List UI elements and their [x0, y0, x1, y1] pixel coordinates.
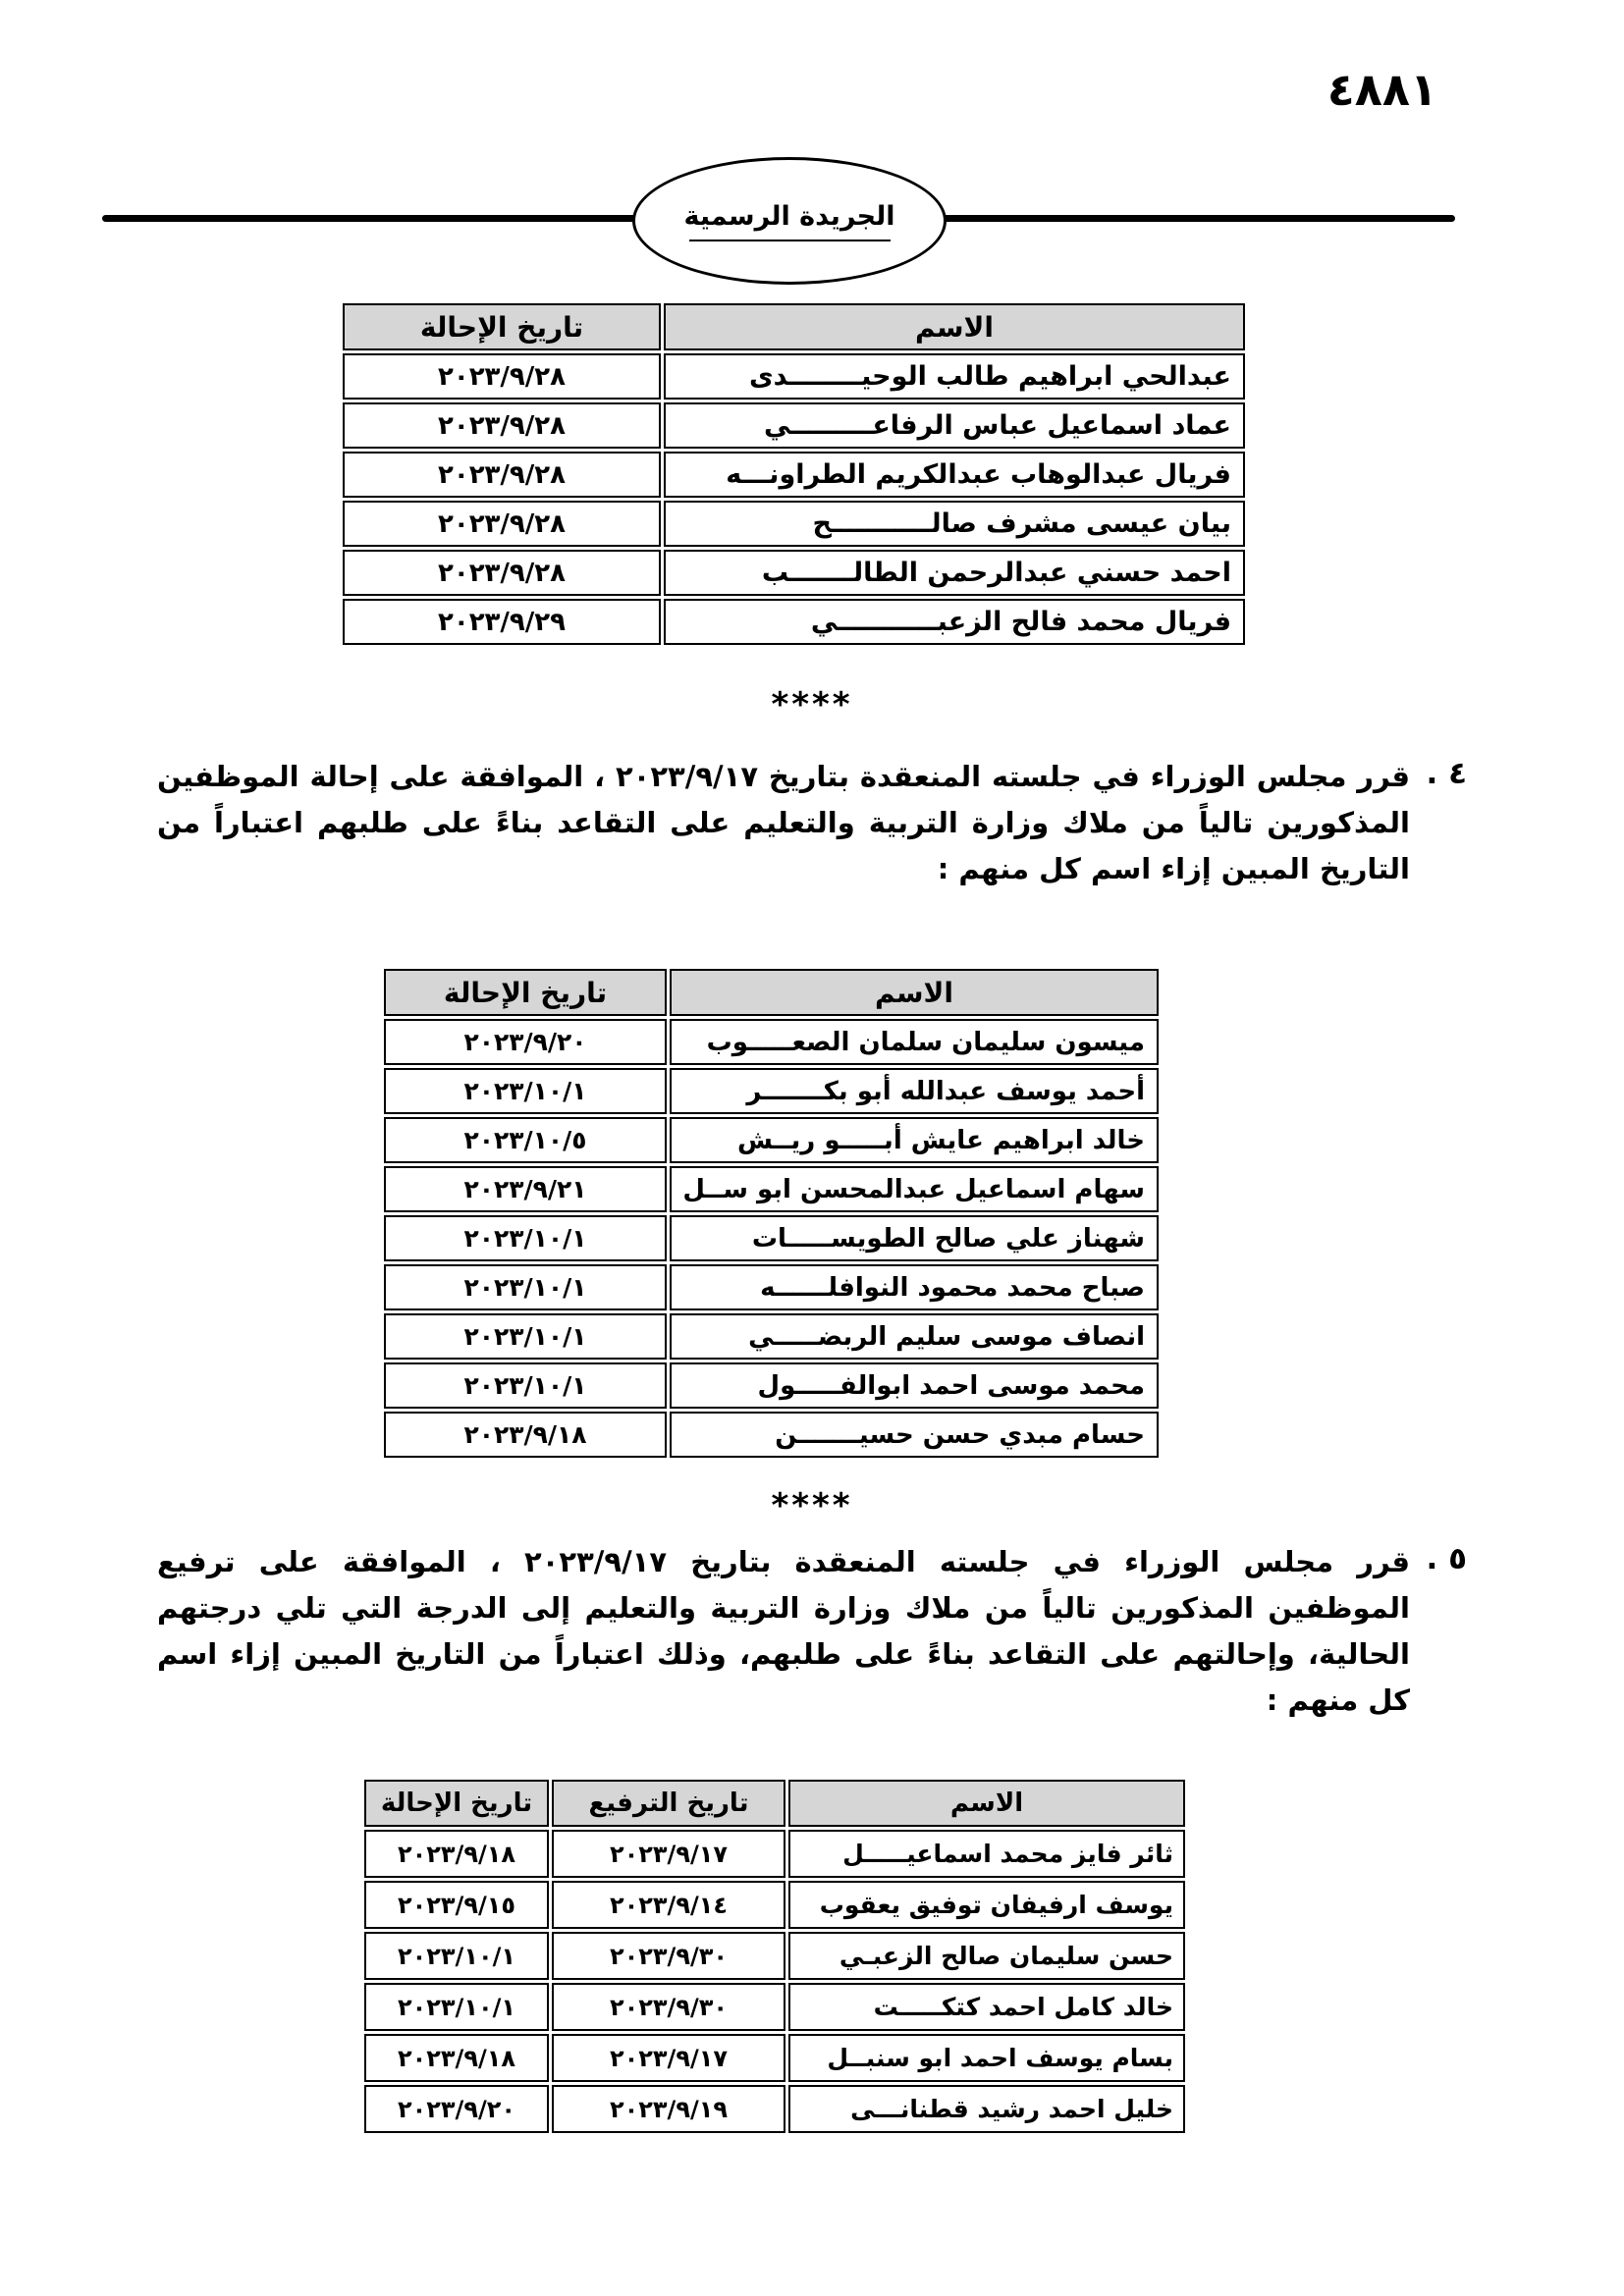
promotion-date: ٢٠٢٣/٩/٣٠: [552, 1932, 785, 1980]
item-number: ٤ .: [1426, 756, 1467, 791]
employee-name: سهام اسماعيل عبدالمحسن ابو ســل: [670, 1166, 1159, 1212]
employee-name: محمد موسى احمد ابوالفـــــول: [670, 1362, 1159, 1409]
referral-date: ٢٠٢٣/١٠/١: [384, 1313, 667, 1360]
table-header-row: [364, 1780, 1185, 1827]
referral-date-column-header: تاريخ الإحالة: [384, 969, 667, 1016]
page-number: ٤٨٨١: [1326, 63, 1437, 116]
referral-table-continued: [340, 300, 1248, 648]
table-header-row: [384, 969, 1159, 1016]
table-row: [384, 1362, 1159, 1409]
employee-name: فريال عبدالوهاب عبدالكريم الطراونـــه: [664, 452, 1245, 498]
referral-date: ٢٠٢٣/١٠/١: [384, 1264, 667, 1310]
employee-name: شهناز علي صالح الطويســـــات: [670, 1215, 1159, 1261]
referral-date: ٢٠٢٣/٩/٢٨: [343, 353, 661, 400]
table-row: [343, 402, 1245, 449]
promotion-date: ٢٠٢٣/٩/١٧: [552, 1830, 785, 1878]
employee-name: انصاف موسى سليم الربضـــــي: [670, 1313, 1159, 1360]
referral-date: ٢٠٢٣/٩/١٥: [364, 1881, 549, 1929]
table-row: [384, 1019, 1159, 1065]
promotion-date: ٢٠٢٣/٩/١٩: [552, 2085, 785, 2133]
employee-name: صباح محمد محمود النوافلــــــه: [670, 1264, 1159, 1310]
table-row: [364, 1932, 1185, 1980]
referral-date: ٢٠٢٣/٩/٢١: [384, 1166, 667, 1212]
employee-name: بيان عيسى مشرف صالـــــــــــح: [664, 501, 1245, 547]
employee-name: حسام مبدي حسن حسيـــــــن: [670, 1412, 1159, 1458]
table-row: [364, 2034, 1185, 2082]
table-row: [364, 2085, 1185, 2133]
referral-date-column-header: تاريخ الإحالة: [343, 303, 661, 350]
employee-name: احمد حسني عبدالرحمن الطالـــــــب: [664, 550, 1245, 596]
table-row: [384, 1313, 1159, 1360]
table-row: [343, 353, 1245, 400]
referral-date-column-header: تاريخ الإحالة: [364, 1780, 549, 1827]
table-row: [364, 1881, 1185, 1929]
masthead-title: الجريدة الرسمية: [683, 200, 895, 232]
decision-text: قرر مجلس الوزراء في جلسته المنعقدة بتاريخ ٢٠٢٣/٩/١٧ ، الموافقة على ترفيع الموظفين المذكورين تالياً من ملاك وزارة التربية والتعليم إلى الدرجة التي تلي درجتهم الحالية، وإحالتهم على التقاعد بناءً على طلبهم، وذلك اعتباراً من التاريخ المبين إزاء اسم كل منهم :: [157, 1545, 1411, 1717]
employee-name: عبدالحي ابراهيم طالب الوحيــــــــدى: [664, 353, 1245, 400]
referral-date: ٢٠٢٣/٩/٢٨: [343, 402, 661, 449]
item-number: ٥ .: [1426, 1541, 1467, 1576]
promotion-date: ٢٠٢٣/٩/٣٠: [552, 1983, 785, 2031]
table-row: [384, 1068, 1159, 1114]
name-column-header: الاسم: [664, 303, 1245, 350]
referral-date: ٢٠٢٣/٩/٢٠: [384, 1019, 667, 1065]
employee-name: حسن سليمان صالح الزعبـي: [788, 1932, 1185, 1980]
referral-date: ٢٠٢٣/٩/١٨: [364, 1830, 549, 1878]
table-row: [384, 1264, 1159, 1310]
employee-name: بسام يوسف احمد ابو سنبــل: [788, 2034, 1185, 2082]
masthead-oval: [632, 157, 947, 285]
table-row: [343, 501, 1245, 547]
referral-date: ٢٠٢٣/١٠/١: [364, 1932, 549, 1980]
referral-date: ٢٠٢٣/٩/٢٨: [343, 550, 661, 596]
table-row: [384, 1166, 1159, 1212]
referral-date: ٢٠٢٣/٩/٢٨: [343, 452, 661, 498]
referral-date: ٢٠٢٣/٩/١٨: [384, 1412, 667, 1458]
decision-item-5: [157, 1539, 1467, 1724]
name-column-header: الاسم: [670, 969, 1159, 1016]
table-row: [343, 599, 1245, 645]
name-column-header: الاسم: [788, 1780, 1185, 1827]
referral-date: ٢٠٢٣/٩/٢٩: [343, 599, 661, 645]
referral-date: ٢٠٢٣/١٠/١: [384, 1215, 667, 1261]
employee-name: خليل احمد رشيد قطنانـــى: [788, 2085, 1185, 2133]
employee-name: ميسون سليمان سلمان الصعـــــوب: [670, 1019, 1159, 1065]
referral-date: ٢٠٢٣/١٠/١: [384, 1362, 667, 1409]
section-separator: ****: [771, 1486, 853, 1525]
retirement-referral-table: [381, 966, 1162, 1461]
decision-text: قرر مجلس الوزراء في جلسته المنعقدة بتاريخ ٢٠٢٣/٩/١٧ ، الموافقة على إحالة الموظفين المذكورين تالياً من ملاك وزارة التربية والتعليم على التقاعد بناءً على طلبهم اعتباراً من التاريخ المبين إزاء اسم كل منهم :: [157, 760, 1410, 885]
employee-name: يوسف ارفيفان توفيق يعقوب: [788, 1881, 1185, 1929]
promotion-referral-table: [361, 1777, 1188, 2136]
employee-name: أحمد يوسف عبدالله أبو بكـــــــر: [670, 1068, 1159, 1114]
table-row: [384, 1117, 1159, 1163]
masthead-underline: [689, 240, 891, 241]
decision-item-4: [157, 754, 1467, 892]
table-row: [343, 550, 1245, 596]
table-row: [364, 1983, 1185, 2031]
referral-date: ٢٠٢٣/٩/١٨: [364, 2034, 549, 2082]
promotion-date: ٢٠٢٣/٩/١٧: [552, 2034, 785, 2082]
section-separator: ****: [771, 685, 853, 724]
promotion-date: ٢٠٢٣/٩/١٤: [552, 1881, 785, 1929]
table-header-row: [343, 303, 1245, 350]
table-row: [384, 1215, 1159, 1261]
referral-date: ٢٠٢٣/١٠/١: [384, 1068, 667, 1114]
referral-date: ٢٠٢٣/١٠/٥: [384, 1117, 667, 1163]
table-row: [364, 1830, 1185, 1878]
promotion-date-column-header: تاريخ الترفيع: [552, 1780, 785, 1827]
employee-name: ثائر فايز محمد اسماعيـــــل: [788, 1830, 1185, 1878]
employee-name: فريال محمد فالح الزعبـــــــــــي: [664, 599, 1245, 645]
referral-date: ٢٠٢٣/٩/٢٨: [343, 501, 661, 547]
employee-name: خالد ابراهيم عايش أبـــــو ريــش: [670, 1117, 1159, 1163]
referral-date: ٢٠٢٣/٩/٢٠: [364, 2085, 549, 2133]
table-row: [384, 1412, 1159, 1458]
employee-name: خالد كامل احمد كتكـــــت: [788, 1983, 1185, 2031]
referral-date: ٢٠٢٣/١٠/١: [364, 1983, 549, 2031]
employee-name: عماد اسماعيل عباس الرفاعـــــــــي: [664, 402, 1245, 449]
table-row: [343, 452, 1245, 498]
